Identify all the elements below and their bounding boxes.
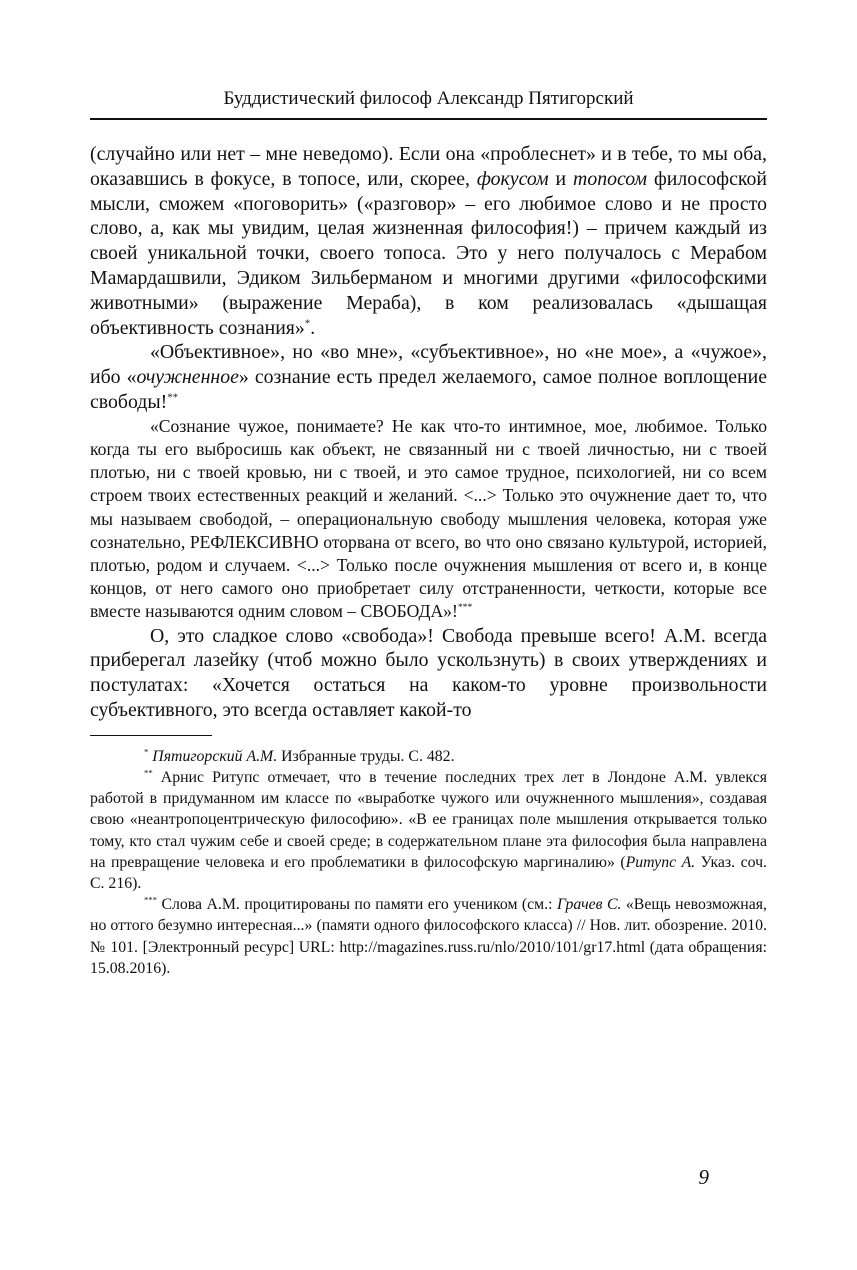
running-head: Буддистический философ Александр Пятигорский <box>90 86 767 120</box>
footnote-2: ** Арнис Ритупс отмечает, что в течение последних трех лет в Лондоне А.М. увлекся работой в придуманном им классе по «выработке чужого или очужненного мышления», создавая свою «неантропоцентрическую философию». «В ее границах поле мышления открывается только тому, кто стал чужим себе и своей среде; в содержательном плане эта философия была направлена на превращение человека и его проблематики в философскую маргиналию» (Ритупс А. Указ. соч. С. 216). <box>90 767 767 892</box>
footnote-ref-1[interactable]: * <box>304 316 311 329</box>
page-number: 9 <box>698 1165 709 1189</box>
paragraph-1: (случайно или нет – мне неведомо). Если она «проблеснет» и в тебе, то мы оба, оказавшись в фокусе, в топосе, или, скорее, фокусом и топосом философской мысли, сможем «поговорить» («разговор» – его любимое слово и не просто слово, а, как мы увидим, целая жизненная философия!) – причем каждый из своей уникальной точки, своего топоса. Это у него получалось с Мерабом Мамардашвили, Эдиком Зильберманом и многими другими «философскими животными» (выражение Мераба), в ком реализовалась «дышащая объективность сознания»*. <box>90 143 767 339</box>
footnotes <box>90 746 767 979</box>
footnote-ref-3[interactable]: *** <box>457 602 473 614</box>
paragraph-3: О, это сладкое слово «свобода»! Свобода превыше всего! А.М. всегда приберегал лазейку (чтоб можно было ускользнуть) в своих утверждениях и постулатах: «Хочется остаться на каком-то уровне произвольности субъективного, это всегда оставляет какой-то <box>90 624 767 721</box>
footnote-divider <box>90 735 212 736</box>
footnote-ref-2[interactable]: ** <box>167 391 179 404</box>
block-quote: «Сознание чужое, понимаете? Не как что-то интимное, мое, любимое. Только когда ты его выбросишь как объект, не связанный ни с твоей личностью, ни с твоей плотью, ни с твоей кровью, ни с твоей, и это самое трудное, психологией, ни со всем строем твоих естественных реакций и желаний. <...> Только это очужнение дает то, что мы называем свободой, – операциональную свободу мышления человека, которая уже сознательно, РЕФЛЕКСИВНО оторвана от всего, во что оно связано культурой, историей, плотью, родом и случаем. <...> Только после очужнения мышления от всего и, в конце концов, от него самого оно приобретает силу отстраненности, четкости, которые все вместе называются одним словом – СВОБОДА»!*** <box>90 415 767 622</box>
footnote-1: * Пятигорский А.М. Избранные труды. С. 482. <box>144 746 455 765</box>
page <box>90 86 767 979</box>
footnote-3: *** Слова А.М. процитированы по памяти его учеником (см.: Грачев С. «Вещь невозможная, но оттого безумно интересная...» (памяти одного философского класса) // Нов. лит. обозрение. 2010. № 101. [Электронный ресурс] URL: http://magazines.russ.ru/nlo/2010/101/gr17.html (дата обращения: 15.08.2016). <box>90 894 767 977</box>
body-text <box>90 142 767 723</box>
paragraph-2: «Объективное», но «во мне», «субъективное», но «не мое», а «чужое», ибо «очужненное» сознание есть предел желаемого, самое полное воплощение свободы!** <box>90 341 767 413</box>
